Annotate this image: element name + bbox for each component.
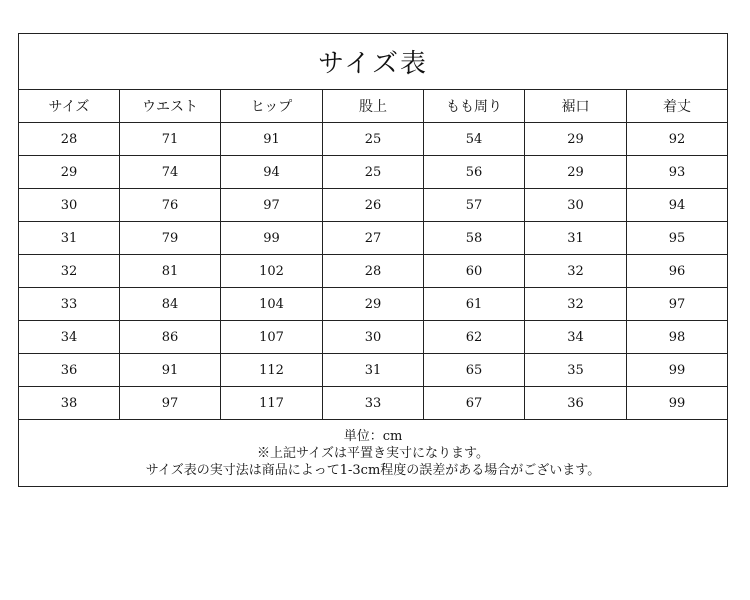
table-cell: 102 (221, 255, 323, 288)
table-cell: 65 (424, 354, 525, 387)
column-header: ウエスト (120, 90, 221, 123)
table-cell: 107 (221, 321, 323, 354)
table-cell: 99 (627, 387, 728, 420)
table-cell: 54 (424, 123, 525, 156)
table-cell: 99 (221, 222, 323, 255)
table-row (19, 156, 728, 189)
table-cell: 32 (525, 288, 627, 321)
table-row (19, 321, 728, 354)
table-cell: 74 (120, 156, 221, 189)
header-row (19, 90, 728, 123)
table-row (19, 387, 728, 420)
table-cell: 30 (19, 189, 120, 222)
table-cell: 33 (323, 387, 424, 420)
table-cell: 71 (120, 123, 221, 156)
table-cell: 96 (627, 255, 728, 288)
column-header: ヒップ (221, 90, 323, 123)
table-cell: 36 (19, 354, 120, 387)
table-cell: 25 (323, 123, 424, 156)
table-title: サイズ表 (19, 34, 728, 90)
table-cell: 62 (424, 321, 525, 354)
table-cell: 79 (120, 222, 221, 255)
table-cell: 31 (323, 354, 424, 387)
unit-note: 単位：cm (343, 428, 403, 444)
table-cell: 38 (19, 387, 120, 420)
table-row (19, 123, 728, 156)
table-cell: 28 (19, 123, 120, 156)
tolerance-note: サイズ表の実寸法は商品によって1-3cm程度の誤差がある場合がございます。 (145, 462, 601, 478)
table-cell: 29 (525, 156, 627, 189)
table-cell: 104 (221, 288, 323, 321)
table-cell: 35 (525, 354, 627, 387)
table-cell: 26 (323, 189, 424, 222)
table-row (19, 354, 728, 387)
table-cell: 56 (424, 156, 525, 189)
table-cell: 34 (19, 321, 120, 354)
table-cell: 112 (221, 354, 323, 387)
table-cell: 99 (627, 354, 728, 387)
table-cell: 30 (323, 321, 424, 354)
table-cell: 61 (424, 288, 525, 321)
table-cell: 97 (627, 288, 728, 321)
table-cell: 60 (424, 255, 525, 288)
table-cell: 67 (424, 387, 525, 420)
table-cell: 28 (323, 255, 424, 288)
column-header: もも周り (424, 90, 525, 123)
column-header: 股上 (323, 90, 424, 123)
table-cell: 36 (525, 387, 627, 420)
measurement-note: ※上記サイズは平置き実寸になります。 (257, 445, 489, 461)
table-cell: 29 (19, 156, 120, 189)
table-row (19, 255, 728, 288)
table-cell: 58 (424, 222, 525, 255)
table-row (19, 189, 728, 222)
table-cell: 97 (221, 189, 323, 222)
table-cell: 29 (323, 288, 424, 321)
table-cell: 34 (525, 321, 627, 354)
table-cell: 57 (424, 189, 525, 222)
table-cell: 91 (120, 354, 221, 387)
column-header: サイズ (19, 90, 120, 123)
table-cell: 31 (525, 222, 627, 255)
table-cell: 117 (221, 387, 323, 420)
table-cell: 76 (120, 189, 221, 222)
table-cell: 25 (323, 156, 424, 189)
table-cell: 98 (627, 321, 728, 354)
notes (19, 420, 728, 487)
table-cell: 33 (19, 288, 120, 321)
column-header: 着丈 (627, 90, 728, 123)
table-cell: 92 (627, 123, 728, 156)
table-cell: 95 (627, 222, 728, 255)
table-cell: 84 (120, 288, 221, 321)
table-cell: 91 (221, 123, 323, 156)
table-cell: 86 (120, 321, 221, 354)
table-cell: 29 (525, 123, 627, 156)
table-cell: 94 (627, 189, 728, 222)
size-table (18, 33, 728, 487)
table-cell: 30 (525, 189, 627, 222)
column-header: 裾口 (525, 90, 627, 123)
table-row (19, 222, 728, 255)
table-cell: 94 (221, 156, 323, 189)
table-cell: 27 (323, 222, 424, 255)
table-row (19, 288, 728, 321)
table-cell: 31 (19, 222, 120, 255)
table-cell: 32 (525, 255, 627, 288)
table-cell: 81 (120, 255, 221, 288)
table-cell: 32 (19, 255, 120, 288)
table-cell: 97 (120, 387, 221, 420)
table-cell: 93 (627, 156, 728, 189)
